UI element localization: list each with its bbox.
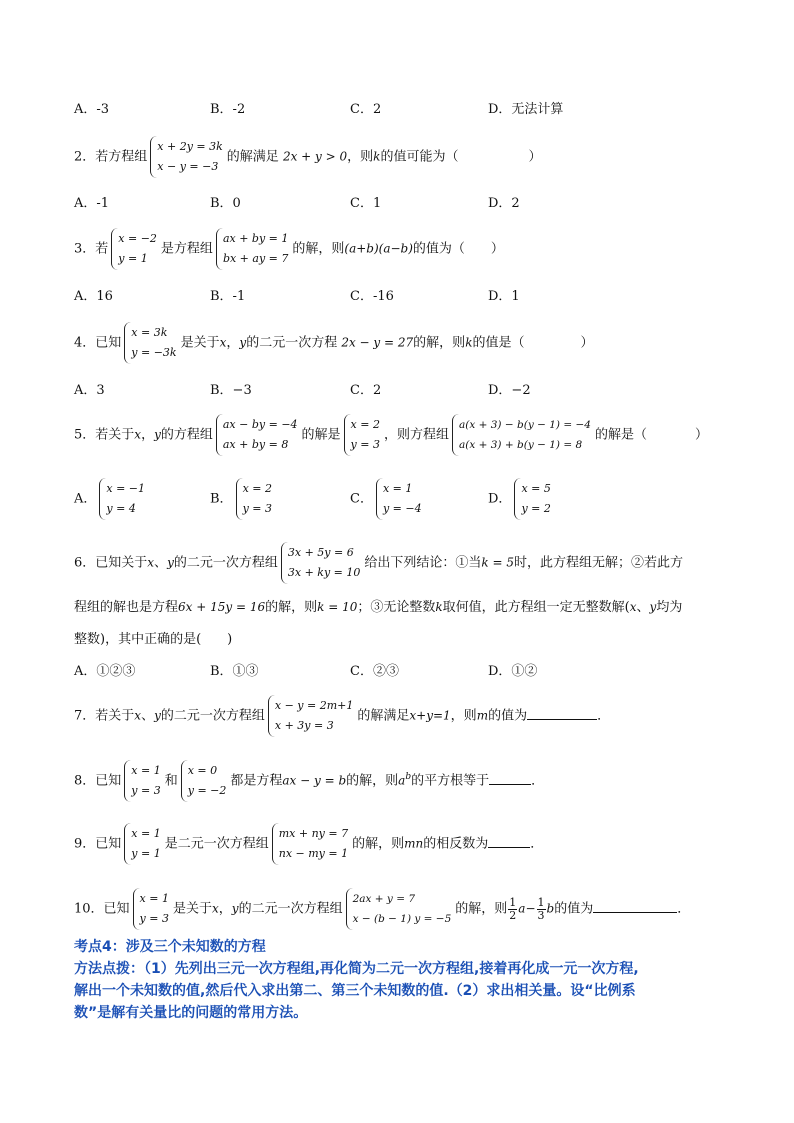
q2-option-b[interactable]: B．0 xyxy=(210,196,241,211)
q10-fraction-third: $\frac{1}{3}$ xyxy=(537,895,545,922)
q5-stem: 5．若关于x，y的方程组 ax − by = −4 ax + by = 8 的解是 x = 2 y = 3 ，则方程组 a(x + 3) − b(y − 1) = −4 a(x + 3) + b(y − 1) = 8 的解是（ ） xyxy=(74,414,708,456)
q2-option-c[interactable]: C．1 xyxy=(350,196,382,211)
q4-option-c[interactable]: C．2 xyxy=(350,383,382,398)
q3-option-d[interactable]: D．1 xyxy=(488,289,520,304)
q5-option-d[interactable]: D． x = 5 y = 2 xyxy=(488,478,555,520)
section-tip-line1: 方法点拨：（1）先列出三元一次方程组,再化简为二元一次方程组,接着再化成一元一次方程, xyxy=(74,961,639,977)
q7-stem: 7．若关于x、y的二元一次方程组 x − y = 2m+1 x + 3y = 3 的解满足x+y=1，则m的值为 ． xyxy=(74,695,610,737)
q1-option-a[interactable]: A．-3 xyxy=(74,102,110,117)
q6-stem-line2: 程组的解也是方程6x + 15y = 16的解，则k = 10；③无论整数k取何值，此方程组一定无整数解(x、y均为 xyxy=(74,600,683,615)
q9-stem: 9．已知 x = 1 y = 1 是二元一次方程组 mx + ny = 7 nx − my = 1 的解，则mn的相反数为 ． xyxy=(74,823,543,865)
q8-answer-blank[interactable] xyxy=(489,784,531,785)
section-title: 考点4：涉及三个未知数的方程 xyxy=(74,939,266,955)
q5-option-c[interactable]: C． x = 1 y = −4 xyxy=(350,478,426,520)
q5-option-b[interactable]: B． x = 2 y = 3 xyxy=(210,478,276,520)
q6-option-d[interactable]: D．①② xyxy=(488,664,538,679)
q1-option-c[interactable]: C．2 xyxy=(350,102,382,117)
section-tip-line2: 解出一个未知数的值,然后代入求出第二、第三个未知数的值.（2）求出相关量。设“比例系 xyxy=(74,983,636,999)
q4-stem: 4．已知 x = 3k y = −3k 是关于x，y的二元一次方程 2x − y = 27的解，则k的值是（ ） xyxy=(74,322,594,364)
q6-stem-line1: 6．已知关于x、y的二元一次方程组 3x + 5y = 6 3x + ky = 10 给出下列结论：①当k = 5时，此方程组无解；②若此方 xyxy=(74,542,683,584)
q9-answer-blank[interactable] xyxy=(488,847,530,848)
q3-option-b[interactable]: B．-1 xyxy=(210,289,246,304)
q2-system: x + 2y = 3k x − y = −3 xyxy=(150,136,225,178)
q6-stem-line3: 整数)，其中正确的是( ) xyxy=(74,632,233,647)
q2-option-d[interactable]: D．2 xyxy=(488,196,520,211)
q8-stem: 8．已知 x = 1 y = 3 和 x = 0 y = −2 都是方程ax − y = b的解，则$a^b$的平方根等于 ． xyxy=(74,760,544,802)
q1-option-d[interactable]: D．无法计算 xyxy=(488,102,564,117)
q1-option-b[interactable]: B．-2 xyxy=(210,102,246,117)
q4-option-a[interactable]: A．3 xyxy=(74,383,105,398)
q3-option-c[interactable]: C．-16 xyxy=(350,289,394,304)
q2-option-a[interactable]: A．-1 xyxy=(74,196,110,211)
q6-option-a[interactable]: A．①②③ xyxy=(74,664,136,679)
q5-option-a[interactable]: A． x = −1 y = 4 xyxy=(74,478,149,520)
q2-stem: 2．若方程组 x + 2y = 3k x − y = −3 的解满足 2x + y > 0，则k的值可能为（ ） xyxy=(74,136,541,178)
q6-option-b[interactable]: B．①③ xyxy=(210,664,259,679)
q3-option-a[interactable]: A．16 xyxy=(74,289,113,304)
q7-answer-blank[interactable] xyxy=(527,719,597,720)
q10-stem: 10．已知 x = 1 y = 3 是关于x，y的二元一次方程组 2ax + y = 7 x − (b − 1) y = −5 的解，则 $\frac{1}{2}$ a− $\frac{1}{3}$ b的值为 ． xyxy=(74,888,690,930)
q4-option-d[interactable]: D．−2 xyxy=(488,383,531,398)
q6-option-c[interactable]: C．②③ xyxy=(350,664,399,679)
section-tip-line3: 数”是解有关量比的问题的常用方法。 xyxy=(74,1005,308,1021)
q10-fraction-half: $\frac{1}{2}$ xyxy=(509,895,517,922)
q4-option-b[interactable]: B．−3 xyxy=(210,383,252,398)
q10-answer-blank[interactable] xyxy=(593,912,677,913)
q3-stem: 3．若 x = −2 y = 1 是方程组 ax + by = 1 bx + ay = 7 的解，则(a+b)(a−b)的值为（ ） xyxy=(74,228,504,270)
